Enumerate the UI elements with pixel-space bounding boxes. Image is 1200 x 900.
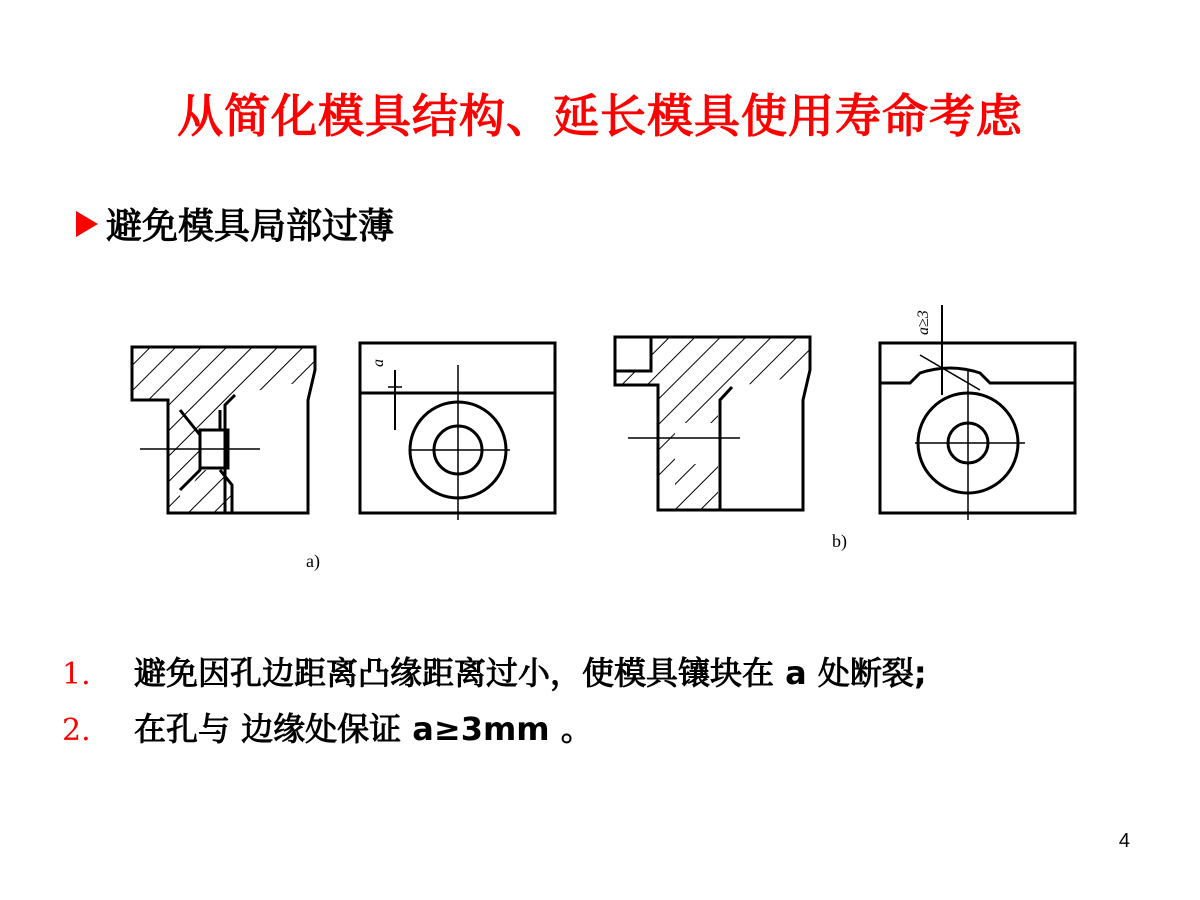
drawing-a-front [360,343,555,520]
list-item-text: 在孔与 边缘处保证 a≥3mm 。 [134,710,593,748]
list-item [62,648,927,704]
dimension-label-a-ge-3: a≥3 [915,310,932,335]
drawing-a-section [132,347,315,513]
list-item-text: 避免因孔边距离凸缘距离过小，使模具镶块在 a 处断裂; [134,654,927,692]
figure-caption-b: b) [832,531,847,551]
bullet-heading [76,198,394,249]
drawing-b-section [615,337,810,510]
drawing-b-front [880,305,1075,520]
figure-caption-a: a) [306,551,320,571]
slide-title: 从简化模具结构、延长模具使用寿命考虑 [177,89,1023,143]
dimension-label-a: a [370,359,387,367]
bullet-text: 避免模具局部过薄 [106,206,395,247]
numbered-list [62,648,927,760]
arrow-bullet-icon [76,211,98,237]
list-item-number: 1. [62,657,91,692]
list-item-number: 2. [62,713,91,748]
list-item [62,704,927,760]
page-number: 4 [1118,830,1130,852]
mold-drawing-figure [120,275,1100,595]
